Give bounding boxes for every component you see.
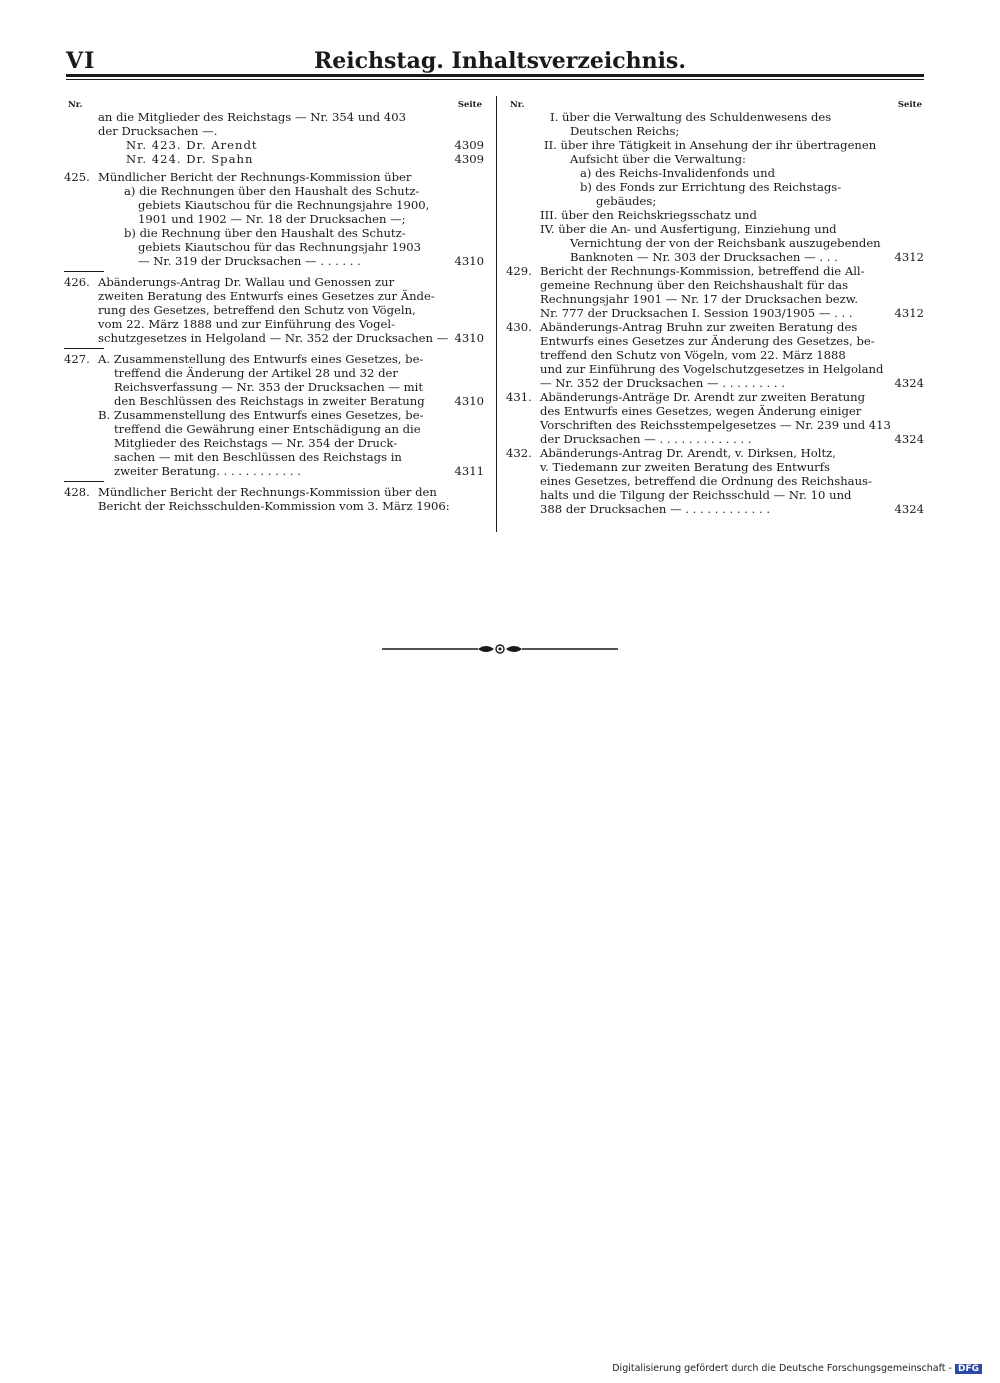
entry-line: und zur Einführung des Vogelschutzgesetzes in Helgoland	[540, 362, 884, 376]
page-ref: 4309	[454, 138, 484, 152]
entry-number: 430.	[506, 320, 532, 334]
entry-line: b) des Fonds zur Errichtung des Reichstags-	[580, 180, 842, 194]
page-ref: 4310	[454, 394, 484, 408]
entry-line: des Entwurfs eines Gesetzes, wegen Änderung einiger	[540, 404, 862, 418]
right-column	[506, 98, 924, 516]
entry-line: schutzgesetzes in Helgoland — Nr. 352 der Drucksachen —	[98, 331, 449, 345]
ornament-divider	[382, 642, 618, 656]
entry-line: B. Zusammenstellung des Entwurfs eines Gesetzes, be-	[98, 408, 424, 422]
entry-line: a) die Rechnungen über den Haushalt des Schutz-	[124, 184, 420, 198]
page-ref: 4310	[454, 331, 484, 345]
page-ref: 4324	[894, 376, 924, 390]
sub-entry	[64, 138, 484, 152]
left-column	[64, 98, 484, 513]
entry-line: I. über die Verwaltung des Schuldenwesens des	[550, 110, 832, 124]
entry-line: v. Tiedemann zur zweiten Beratung des Entwurfs	[540, 460, 830, 474]
entry-line: der Drucksachen —.	[98, 124, 218, 138]
column-divider	[496, 96, 497, 532]
entry-line: Vernichtung der von der Reichsbank auszugebenden	[570, 236, 881, 250]
page-ref: 4312	[894, 250, 924, 264]
entry-line: sachen — mit den Beschlüssen des Reichstags in	[114, 450, 402, 464]
entry-line: eines Gesetzes, betreffend die Ordnung des Reichshaus-	[540, 474, 872, 488]
entry-line: halts und die Tilgung der Reichsschuld — Nr. 10 und	[540, 488, 852, 502]
entry-line: Abänderungs-Antrag Bruhn zur zweiten Beratung des	[540, 320, 858, 334]
entry-line: gebiets Kiautschou für die Rechnungsjahre 1900,	[138, 198, 430, 212]
entry-line: Abänderungs-Antrag Dr. Arendt, v. Dirksen, Holtz,	[540, 446, 836, 460]
entry-line: zweiter Beratung. . . . . . . . . . . .	[114, 464, 301, 478]
entry-427a	[64, 352, 484, 408]
entry-line: Rechnungsjahr 1901 — Nr. 17 der Drucksachen bezw.	[540, 292, 859, 306]
entry-line: Vorschriften des Reichsstempelgesetzes — Nr. 239 und 413	[540, 418, 891, 432]
entry-separator	[64, 348, 104, 349]
entry-line: Nr. 777 der Drucksachen I. Session 1903/1905 — . . .	[540, 306, 853, 320]
page-ref: 4324	[894, 432, 924, 446]
entry-line: — Nr. 352 der Drucksachen — . . . . . . . . .	[540, 376, 785, 390]
nr-header: Nr.	[68, 100, 83, 110]
page-title: Reichstag. Inhaltsverzeichnis.	[314, 48, 686, 74]
entry-line: rung des Gesetzes, betreffend den Schutz von Vögeln,	[98, 303, 416, 317]
left-column-header	[64, 98, 484, 110]
entry-line: Abänderungs-Anträge Dr. Arendt zur zweiten Beratung	[540, 390, 866, 404]
entry-line: Entwurfs eines Gesetzes zur Änderung des Gesetzes, be-	[540, 334, 875, 348]
entry-428-continued	[506, 110, 924, 264]
entry-separator	[64, 481, 104, 482]
entry-line: IV. über die An- und Ausfertigung, Einziehung und	[540, 222, 837, 236]
entry-number: 426.	[64, 275, 90, 289]
entry-line: treffend den Schutz von Vögeln, vom 22. März 1888	[540, 348, 846, 362]
entry-line: gebiets Kiautschou für das Rechnungsjahr 1903	[138, 240, 421, 254]
entry-line: treffend die Gewährung einer Entschädigung an die	[114, 422, 421, 436]
entry-line: b) die Rechnung über den Haushalt des Schutz-	[124, 226, 406, 240]
page-ref: 4312	[894, 306, 924, 320]
page-ref: 4309	[454, 152, 484, 166]
entry-line: Bericht der Reichsschulden-Kommission vom 3. März 1906:	[98, 499, 450, 513]
dfg-logo: DFG	[955, 1364, 982, 1374]
entry-number: 425.	[64, 170, 90, 184]
entry-line: A. Zusammenstellung des Entwurfs eines Gesetzes, be-	[98, 352, 424, 366]
header-rule-thick	[66, 74, 924, 77]
entry-line: 388 der Drucksachen — . . . . . . . . . . . .	[540, 502, 771, 516]
entry-line: treffend die Änderung der Artikel 28 und 32 der	[114, 366, 398, 380]
entry-line: — Nr. 319 der Drucksachen — . . . . . .	[138, 254, 361, 268]
entry-line: II. über ihre Tätigkeit in Ansehung der ihr übertragenen	[544, 138, 877, 152]
sub-entry	[64, 152, 484, 166]
entry-429	[506, 264, 924, 320]
entry-line: Bericht der Rechnungs-Kommission, betreffend die All-	[540, 264, 865, 278]
nr-header: Nr.	[510, 100, 525, 110]
footer-text: Digitalisierung gefördert durch die Deutsche Forschungsgemeinschaft -	[612, 1363, 952, 1374]
entry-line: Abänderungs-Antrag Dr. Wallau und Genossen zur	[98, 275, 395, 289]
seite-header: Seite	[457, 100, 482, 110]
entry-430	[506, 320, 924, 390]
entry-line: Reichsverfassung — Nr. 353 der Drucksachen — mit	[114, 380, 423, 394]
entry-line: a) des Reichs-Invalidenfonds und	[580, 166, 775, 180]
entry-number: 431.	[506, 390, 532, 404]
entry-line: Nr. 423. Dr. Arendt	[126, 138, 258, 152]
entry-431	[506, 390, 924, 446]
entry-425	[64, 170, 484, 268]
entry-line: den Beschlüssen des Reichstags in zweiter Beratung	[114, 394, 425, 408]
entry-line: Mitglieder des Reichstags — Nr. 354 der Druck-	[114, 436, 398, 450]
entry-line: Banknoten — Nr. 303 der Drucksachen — . . .	[570, 250, 838, 264]
entry-line: Deutschen Reichs;	[570, 124, 680, 138]
entry-line: gemeine Rechnung über den Reichshaushalt für das	[540, 278, 849, 292]
entry-continuation	[64, 110, 484, 138]
page-ref: 4311	[454, 464, 484, 478]
entry-line: der Drucksachen — . . . . . . . . . . . . .	[540, 432, 752, 446]
entry-426	[64, 275, 484, 345]
entry-line: 1901 und 1902 — Nr. 18 der Drucksachen —;	[138, 212, 406, 226]
entry-line: Mündlicher Bericht der Rechnungs-Kommission über	[98, 170, 412, 184]
entry-line: III. über den Reichskriegsschatz und	[540, 208, 757, 222]
page-ref: 4310	[454, 254, 484, 268]
entry-428	[64, 485, 484, 513]
entry-line: an die Mitglieder des Reichstags — Nr. 354 und 403	[98, 110, 406, 124]
entry-line: zweiten Beratung des Entwurfs eines Gesetzes zur Ände-	[98, 289, 435, 303]
entry-number: 427.	[64, 352, 90, 366]
entry-separator	[64, 271, 104, 272]
entry-line: Nr. 424. Dr. Spahn	[126, 152, 254, 166]
right-column-header	[506, 98, 924, 110]
footer-credit	[612, 1363, 982, 1374]
seite-header: Seite	[897, 100, 922, 110]
entry-line: Aufsicht über die Verwaltung:	[570, 152, 746, 166]
entry-432	[506, 446, 924, 516]
page-ref: 4324	[894, 502, 924, 516]
page-number: VI	[66, 48, 96, 74]
entry-number: 429.	[506, 264, 532, 278]
header-rule-thin	[66, 79, 924, 80]
entry-line: gebäudes;	[596, 194, 657, 208]
entry-number: 428.	[64, 485, 90, 499]
entry-line: Mündlicher Bericht der Rechnungs-Kommission über den	[98, 485, 437, 499]
entry-line: vom 22. März 1888 und zur Einführung des Vogel-	[98, 317, 396, 331]
entry-number: 432.	[506, 446, 532, 460]
entry-427b	[64, 408, 484, 478]
